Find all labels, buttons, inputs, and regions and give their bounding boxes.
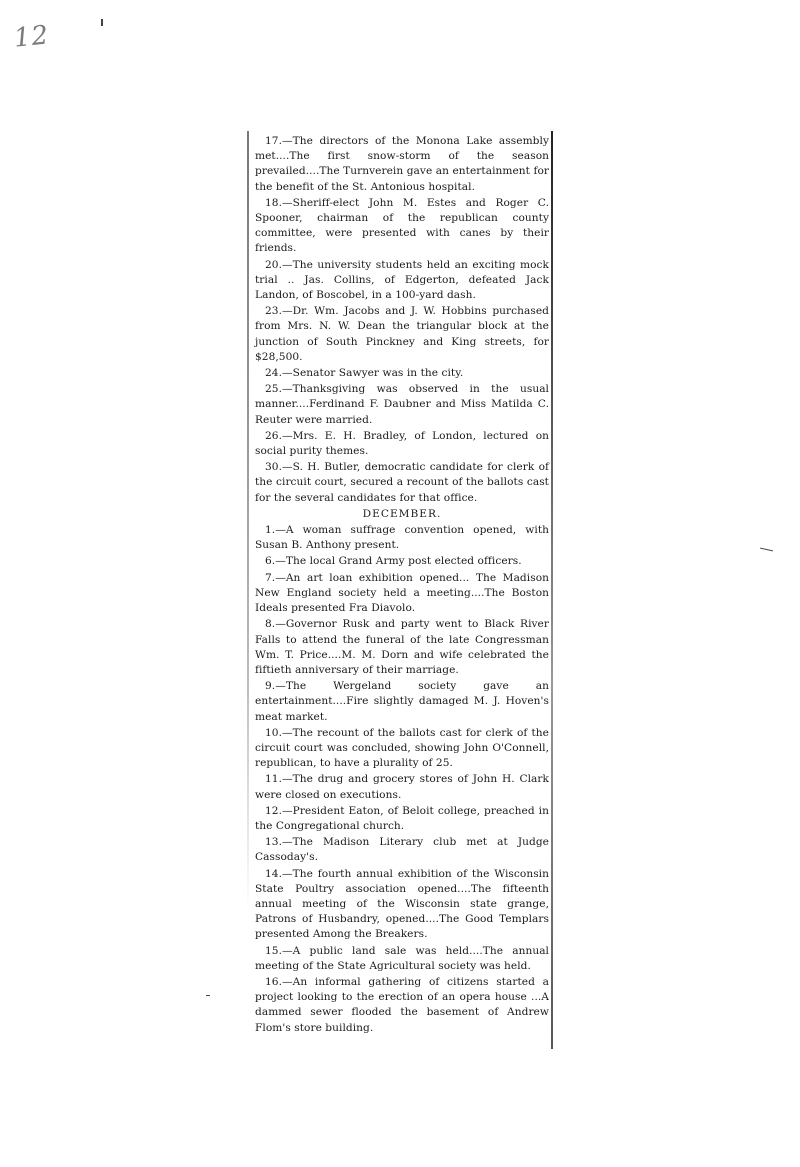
- handwritten-page-number: 12: [12, 20, 51, 54]
- entry-nov-20: 20.—The university students held an exciting mock trial .. Jas. Collins, of Edgerton, defeated Jack Landon, of Boscobel, in a 100-yard dash.: [255, 258, 549, 302]
- month-heading-december: DECEMBER.: [362, 507, 442, 520]
- entry-dec-16: 16.—An informal gathering of citizens started a project looking to the erection of an opera house ...A dammed sewer flooded the basement of Andrew Flom's store building.: [255, 975, 549, 1034]
- entry-dec-14: 14.—The fourth annual exhibition of the Wisconsin State Poultry association opened....The fifteenth annual meeting of the Wisconsin state grange, Patrons of Husbandry, opened....The Good Templars presented Among the Breakers.: [255, 867, 549, 941]
- scan-mark-right-dash: [760, 548, 773, 552]
- entry-nov-24: 24.—Senator Sawyer was in the city.: [265, 367, 464, 380]
- entry-dec-11: 11.—The drug and grocery stores of John H. Clark were closed on executions.: [255, 773, 549, 801]
- entry-dec-8: 8.—Governor Rusk and party went to Black River Falls to attend the funeral of the late Congressman Wm. T. Price....M. M. Dorn and wife celebrated the fiftieth anniversary of their marriage.: [255, 618, 549, 676]
- entry-nov-17: 17.—The directors of the Monona Lake assembly met....The first snow-storm of the season prevailed....The Turnverein gave an entertainment for the benefit of the St. Antonious hospital.: [255, 135, 549, 193]
- scan-mark-top: [101, 19, 103, 26]
- entry-nov-26: 26.—Mrs. E. H. Bradley, of London, lectured on social purity themes.: [255, 429, 549, 458]
- entry-nov-23: 23.—Dr. Wm. Jacobs and J. W. Hobbins purchased from Mrs. N. W. Dean the triangular block at the junction of South Pinckney and King streets, for $28,500.: [255, 305, 549, 363]
- entry-nov-25: 25.—Thanksgiving was observed in the usual manner....Ferdinand F. Daubner and Miss Matilda C. Reuter were married.: [255, 383, 549, 426]
- entry-dec-12: 12.—President Eaton, of Beloit college, preached in the Congregational church.: [255, 804, 549, 832]
- entry-dec-1: 1.—A woman suffrage convention opened, with Susan B. Anthony present.: [255, 524, 549, 552]
- entry-dec-7: 7.—An art loan exhibition opened... The Madison New England society held a meeting....The Boston Ideals presented Fra Diavolo.: [255, 571, 549, 615]
- entry-dec-9: 9.—The Wergeland society gave an entertainment....Fire slightly damaged M. J. Hoven's meat market.: [255, 680, 549, 723]
- clipping-right-edge: [551, 131, 553, 1049]
- article-column: [255, 134, 549, 1037]
- entry-nov-18: 18.—Sheriff-elect John M. Estes and Roger C. Spooner, chairman of the republican county committee, were presented with canes by their friends.: [255, 196, 549, 255]
- entry-dec-15: 15.—A public land sale was held....The annual meeting of the State Agricultural society was held.: [255, 944, 549, 972]
- clipping-left-edge: [247, 131, 249, 911]
- entry-dec-10: 10.—The recount of the ballots cast for clerk of the circuit court was concluded, showing John O'Connell, republican, to have a plurality of 25.: [255, 726, 549, 770]
- newspaper-clipping: [247, 131, 553, 1049]
- entry-dec-6: 6.—The local Grand Army post elected officers.: [265, 555, 522, 568]
- entry-dec-13: 13.—The Madison Literary club met at Judge Cassoday's.: [255, 836, 549, 864]
- entry-nov-30: 30.—S. H. Butler, democratic candidate for clerk of the circuit court, secured a recount of the ballots cast for the several candidates for that office.: [255, 461, 549, 504]
- scan-mark-left-small: [206, 995, 210, 996]
